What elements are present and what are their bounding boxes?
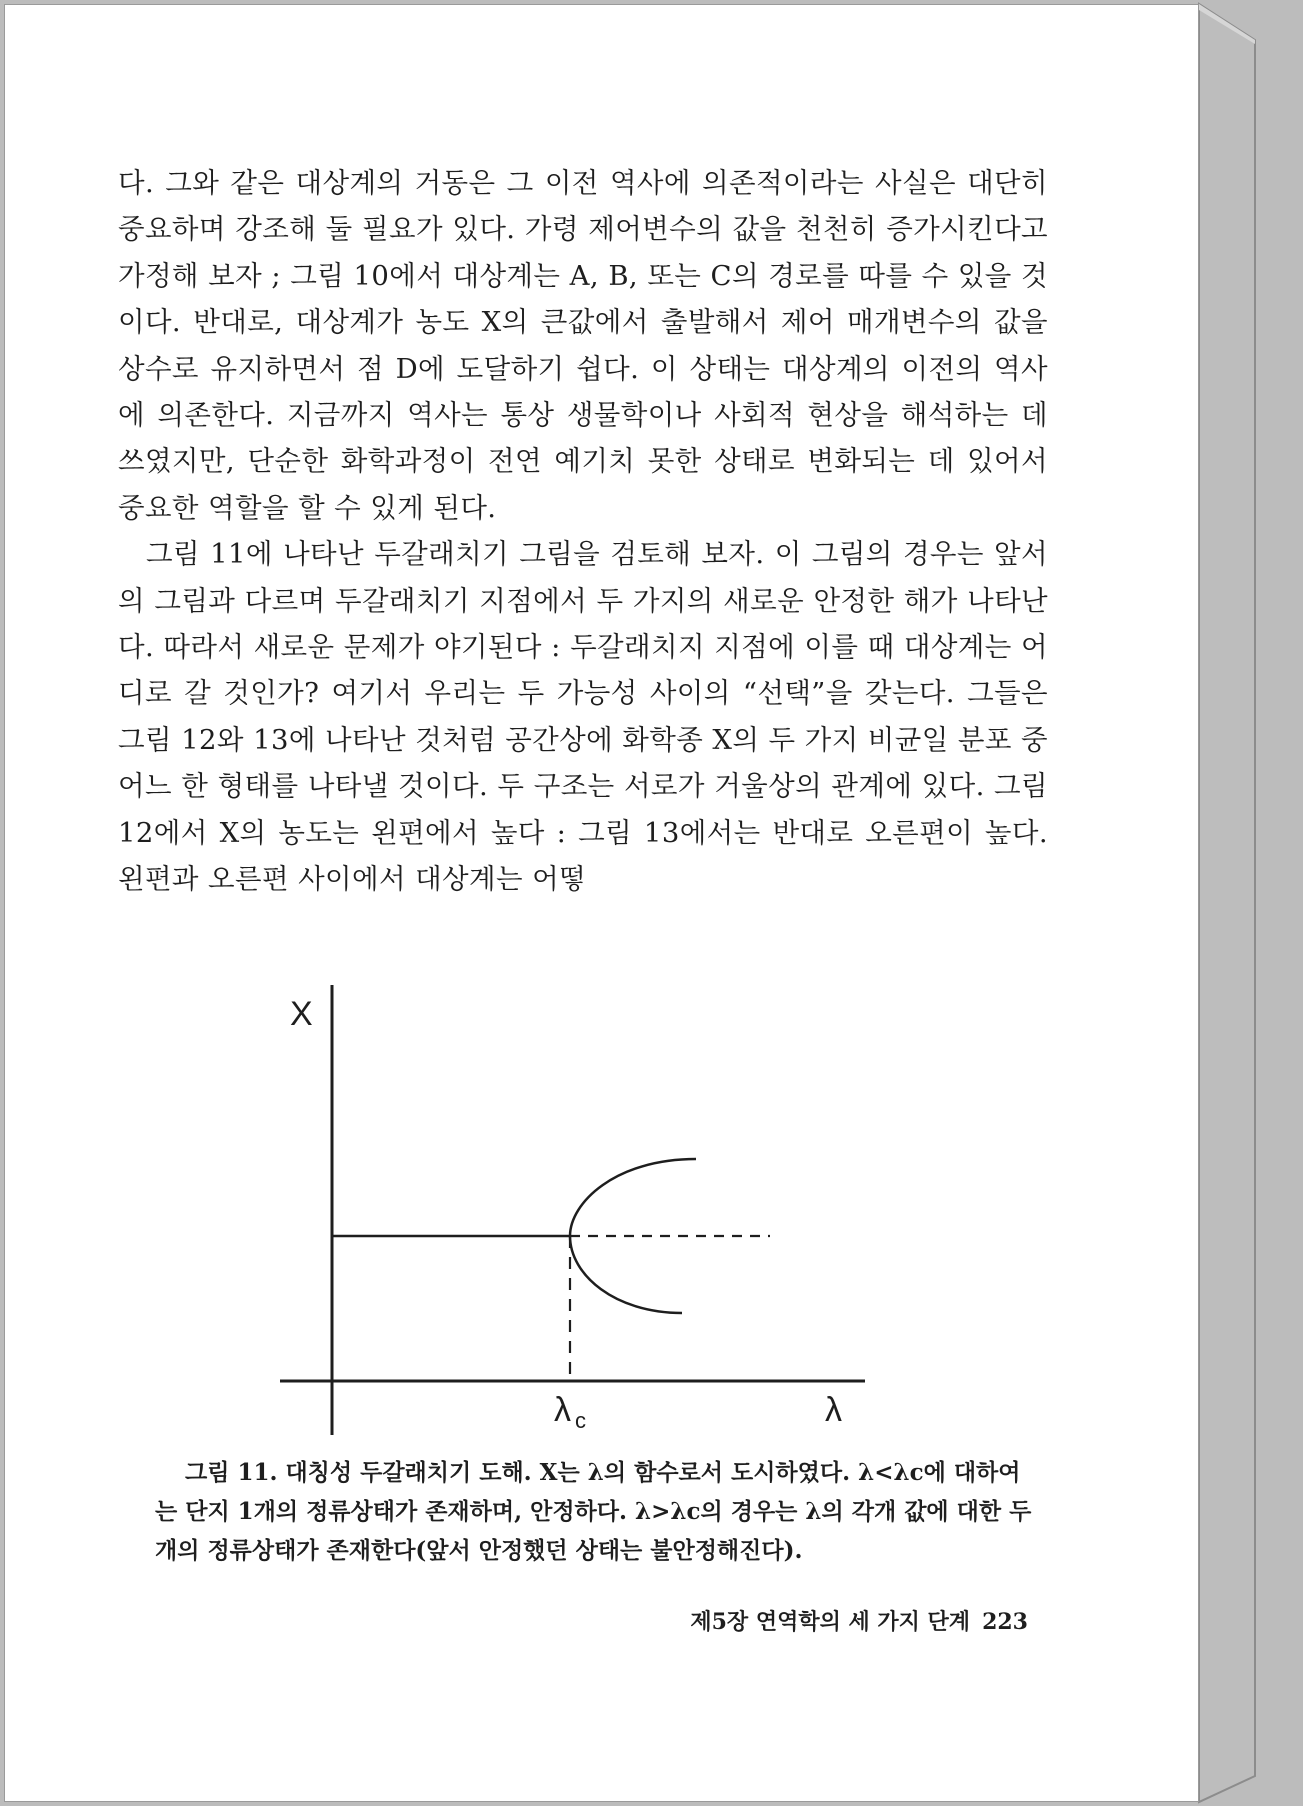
bifurcation-figure <box>270 975 890 1435</box>
critical-value-subscript: c <box>575 1408 586 1433</box>
bifurcation-diagram <box>270 975 890 1435</box>
page-footer <box>658 1605 1028 1636</box>
caption-text: 그림 11. 대칭성 두갈래치기 도해. X는 λ의 함수로서 도시하였다. λ<λc에 대하여는 단지 1개의 정류상태가 존재하며, 안정하다. λ>λc의 경우는 λ의 각개 값에 대한 두개의 정류상태가 존재한다(앞서 안정했던 상태는 불안정해진다). <box>155 1459 1032 1564</box>
critical-value-label: λ <box>554 1391 571 1429</box>
y-axis-label: X <box>290 995 313 1033</box>
figure-caption <box>155 1453 1035 1570</box>
chapter-title: 제5장 연역학의 세 가지 단계 <box>690 1609 971 1635</box>
paragraph: 다. 그와 같은 대상계의 거동은 그 이전 역사에 의존적이라는 사실은 대단히 중요하며 강조해 둘 필요가 있다. 가령 제어변수의 값을 천천히 증가시킨다고 가정해 보자 ; 그림 10에서 대상계는 A, B, 또는 C의 경로를 따를 수 있을 것이다. 반대로, 대상계가 농도 X의 큰값에서 출발해서 제어 매개변수의 값을 상수로 유지하면서 점 D에 도달하기 쉽다. 이 상태는 대상계의 이전의 역사에 의존한다. 지금까지 역사는 통상 생물학이나 사회적 현상을 해석하는 데 쓰였지만, 단순한 화학과정이 전연 예기치 못한 상태로 변화되는 데 있어서 중요한 역할을 할 수 있게 된다. <box>118 167 1048 524</box>
x-axis-label: λ <box>825 1391 842 1429</box>
page-number: 223 <box>982 1609 1028 1635</box>
body-text <box>118 160 1048 903</box>
paragraph: 그림 11에 나타난 두갈래치기 그림을 검토해 보자. 이 그림의 경우는 앞서의 그림과 다르며 두갈래치기 지점에서 두 가지의 새로운 안정한 해가 나타난다. 따라서 새로운 문제가 야기된다 : 두갈래치지 지점에 이를 때 대상계는 어디로 갈 것인가? 여기서 우리는 두 가능성 사이의 “선택”을 갖는다. 그들은 그림 12와 13에 나타난 것처럼 공간상에 화학종 X의 두 가지 비균일 분포 중 어느 한 형태를 나타낼 것이다. 두 구조는 서로가 거울상의 관계에 있다. 그림 12에서 X의 농도는 왼편에서 높다 : 그림 13에서는 반대로 오른편이 높다. 왼편과 오른편 사이에서 대상계는 어떻 <box>118 538 1048 896</box>
